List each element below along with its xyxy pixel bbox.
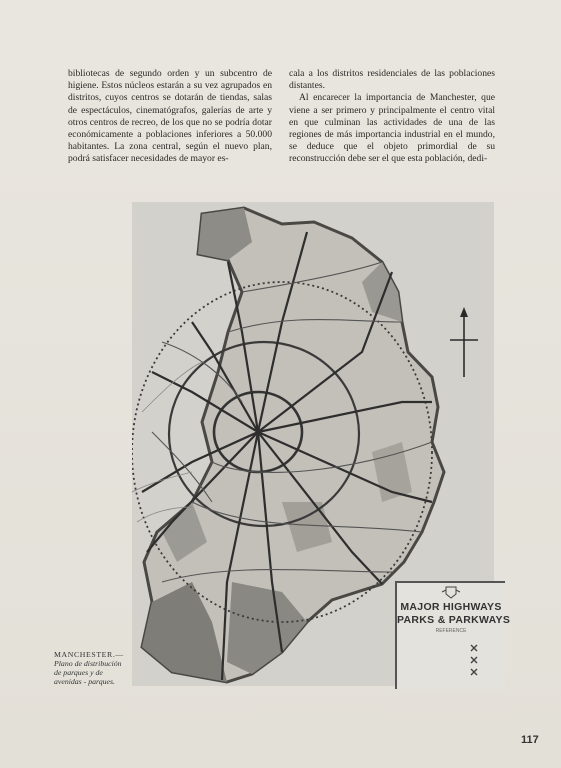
caption-text: Plano de distribución de parques y de avenidas - parques. bbox=[54, 659, 122, 686]
left-text-column bbox=[68, 68, 272, 166]
map-legend bbox=[395, 581, 511, 689]
right-paragraph-1: cala a los distritos residenciales de las poblaciones distantes. bbox=[289, 68, 495, 92]
left-paragraph: bibliotecas de segundo orden y un subcentro de higiene. Estos núcleos estarán a su vez agrupados en distritos, cuyos centros se dotarán de tiendas, salas de espectáculos, cinematógrafos, galerías de arte y otros centros de recreo, de los que no se podría dotar económicamente a poblaciones inferiores a 50.000 habitantes. La zona central, según el nuevo plan, podrá satisfacer necesidades de mayor es- bbox=[68, 68, 272, 165]
fringe-lines bbox=[132, 362, 202, 522]
legend-reference-label: REFERENCE bbox=[435, 628, 467, 634]
map-caption bbox=[54, 650, 128, 686]
page-number: 117 bbox=[521, 734, 539, 746]
legend-title-line-2: PARKS & PARKWAYS bbox=[397, 614, 511, 626]
right-text-column bbox=[289, 68, 495, 166]
north-arrow-head bbox=[460, 307, 468, 317]
legend-crest-icon bbox=[442, 587, 460, 598]
legend-title-line-1: MAJOR HIGHWAYS bbox=[400, 601, 502, 613]
legend-drawing bbox=[397, 583, 511, 689]
caption-title: MANCHESTER.— bbox=[54, 650, 124, 659]
legend-symbols bbox=[471, 645, 477, 675]
right-paragraph-2: Al encarecer la importancia de Manchester, que viene a ser primero y principalmente el centro vital en que culminan las actividades de una de las regiones de más importancia industrial en el mundo, se deduce que el objeto primordial de su reconstrucción debe ser el que esta población, dedi- bbox=[289, 92, 495, 165]
north-arrow bbox=[450, 312, 478, 377]
